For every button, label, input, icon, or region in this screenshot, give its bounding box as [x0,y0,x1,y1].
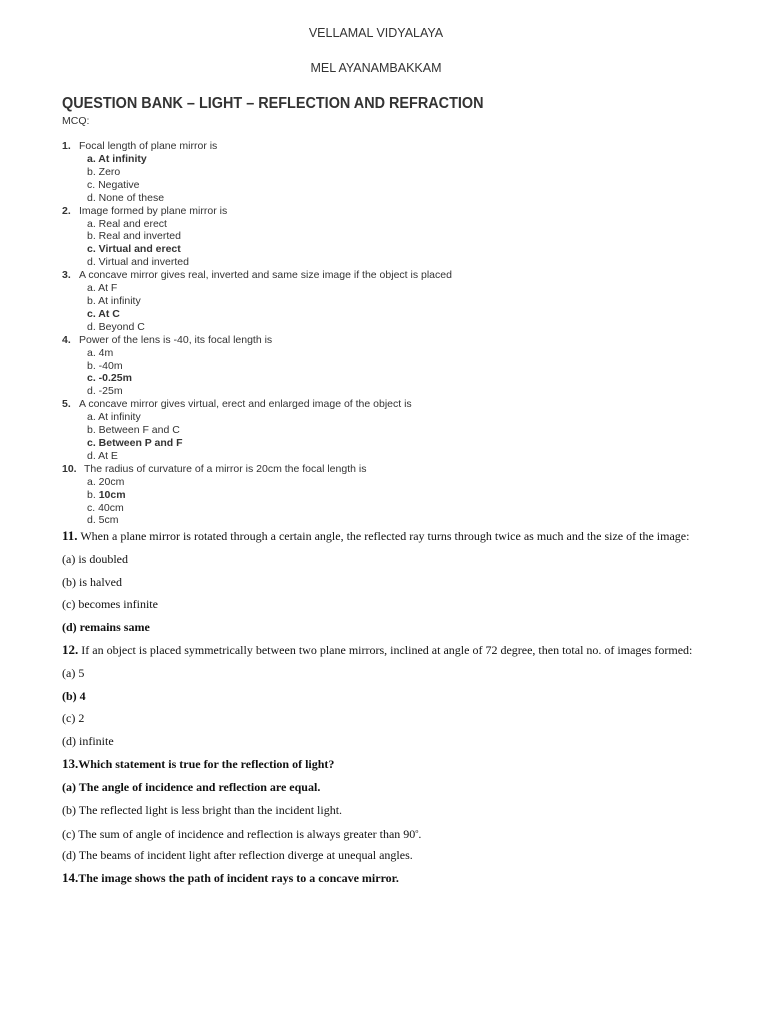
question-item [62,140,742,153]
question-list [62,527,762,892]
option-label: (a) The angle of incidence and reflection are equal. [62,779,321,794]
option-item [62,846,762,869]
option-label: (c) 2 [62,711,85,726]
option-item: c. 40cm [87,501,124,514]
question-number: 3. [62,269,71,282]
answer-option [62,687,762,710]
question-number: 1. [62,140,71,152]
option-item: a. 4m [87,346,114,359]
question-text: Focal length of plane mirror is [79,140,218,152]
question-number: 10. [62,462,77,475]
option-item: d. Beyond C [87,320,145,333]
question-item [62,463,742,476]
question-item [62,269,742,282]
option-item: d. At E [87,449,118,462]
answer-option [62,618,762,641]
question-number: 11. [62,528,78,543]
section-label: MCQ: [62,115,90,127]
question-number: 4. [62,333,71,346]
document-title: QUESTION BANK – LIGHT – REFLECTION AND REFRACTION [62,95,484,112]
option-item [62,573,762,596]
option-label: (b) The reflected light is less bright than the incident light. [62,802,343,817]
question-number: 13. [62,755,79,771]
option-item: b. Between F and C [87,424,180,437]
option-item [62,664,762,687]
question-text: If an object is placed symmetrically between two plane mirrors, inclined at angle of 72 degree, then total no. of images formed: [81,642,693,657]
option-item: c. Negative [87,178,140,191]
answer-option: c. -0.25m [87,372,132,385]
option-item: d. -25m [87,385,123,398]
degree-symbol: o [415,829,419,836]
option-item: a. At infinity [87,411,141,424]
question-text: A concave mirror gives real, inverted and same size image if the object is placed [79,269,452,282]
question-number: 14. [62,869,79,885]
option-tail: . [418,827,422,842]
option-item: a. Real and erect [87,217,167,230]
option-label: (a) is doubled [62,551,128,566]
question-text: Which statement is true for the reflection of light? [78,756,335,771]
option-label: (b) 4 [62,688,86,703]
option-item [62,732,762,755]
option-item [62,801,762,824]
answer-value: 10cm [98,488,126,501]
question-item [62,205,742,218]
option-item: b. -40m [87,359,123,372]
option-label: (d) The beams of incident light after reflection diverge at unequal angles. [62,848,413,863]
option-item: b. At infinity [87,295,141,308]
option-item [62,709,762,732]
question-item [62,527,762,550]
question-text: The radius of curvature of a mirror is 20cm the focal length is [84,462,367,475]
option-item: a. At F [87,282,118,295]
answer-option [62,778,762,801]
option-item: a. 20cm [87,475,125,488]
question-item [62,869,762,892]
question-number: 5. [62,398,71,411]
option-item: b. Zero [87,165,121,178]
option-item: d. 5cm [87,514,119,527]
question-text: A concave mirror gives virtual, erect and enlarged image of the object is [79,398,412,411]
answer-option [62,489,742,502]
answer-option: c. Virtual and erect [87,243,181,256]
school-location: MEL AYANAMBAKKAM [310,61,442,75]
option-item [62,595,762,618]
question-item [62,641,762,664]
option-item: d. Virtual and inverted [87,256,189,269]
option-item [62,550,762,573]
question-number: 12. [62,641,79,657]
question-number: 2. [62,204,71,217]
option-label: (d) infinite [62,734,114,749]
question-item [62,398,742,411]
answer-option: c. Between P and F [87,437,183,450]
mcq-list [62,140,742,527]
answer-option: c. At C [87,307,120,320]
option-label: (b) is halved [62,574,122,589]
option-label: (c) becomes infinite [62,597,158,612]
option-item: d. None of these [87,191,165,204]
question-text: The image shows the path of incident rays to a concave mirror. [78,870,399,885]
option-item: b. Real and inverted [87,230,181,243]
question-text: When a plane mirror is rotated through a certain angle, the reflected ray turns through twice as much and the size of the image: [80,529,690,543]
school-name: VELLAMAL VIDYALAYA [308,26,444,40]
question-item [62,334,742,347]
option-label: (a) 5 [62,665,85,680]
answer-option: a. At infinity [87,153,147,165]
option-label: (d) remains same [62,620,150,635]
question-item [62,755,762,778]
question-text: Image formed by plane mirror is [79,204,228,217]
option-label: (c) The sum of angle of incidence and reflection is always greater than 90 [62,827,416,842]
option-item [62,823,762,846]
option-label: b. [87,488,99,501]
question-text: Power of the lens is -40, its focal length is [79,333,273,346]
